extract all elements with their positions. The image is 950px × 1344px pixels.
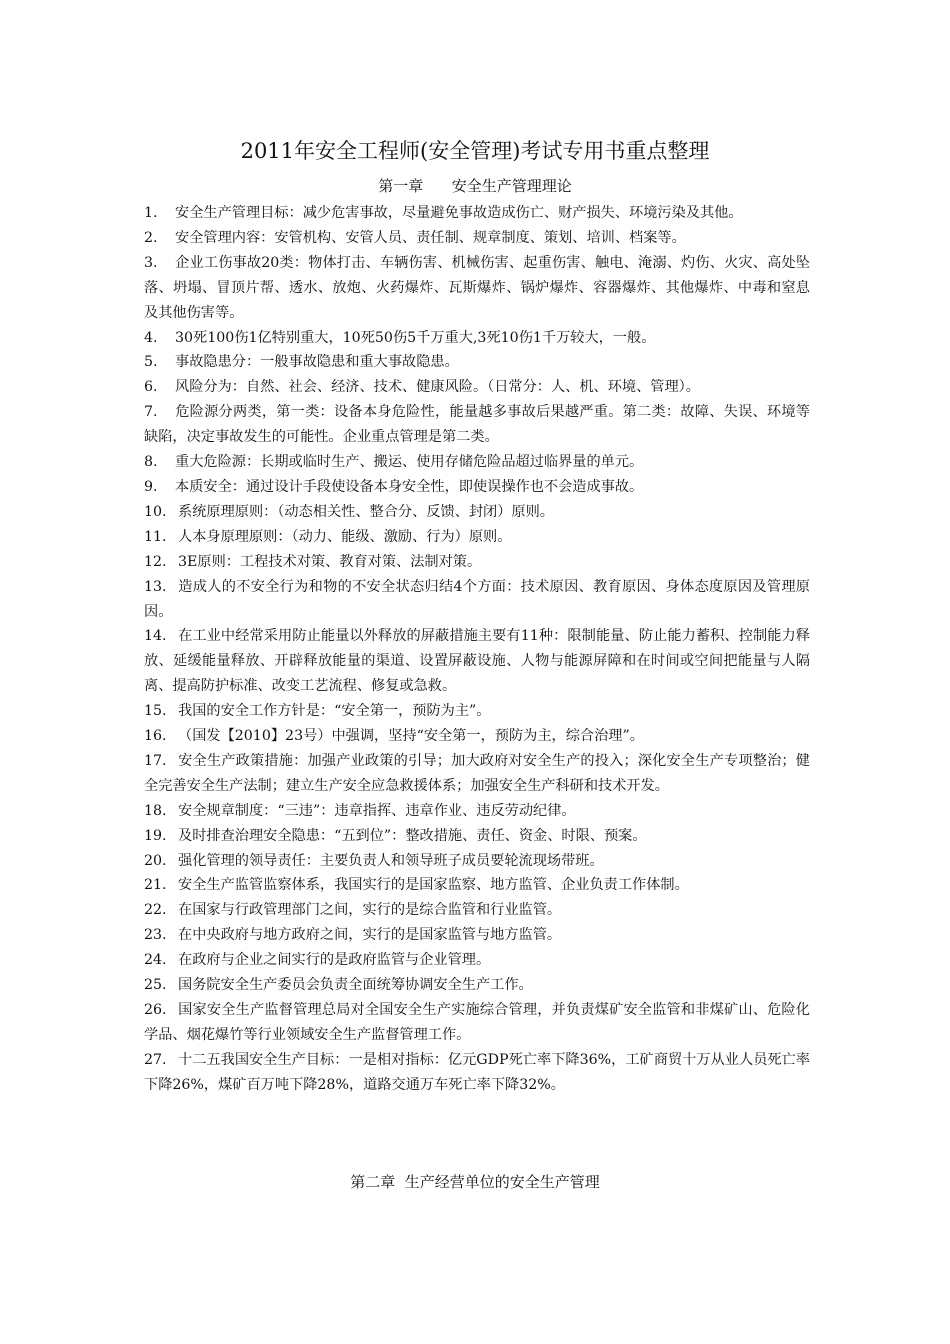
list-item bbox=[144, 251, 810, 326]
item-number: 2. bbox=[144, 229, 158, 246]
list-item bbox=[144, 450, 810, 475]
list-item bbox=[144, 799, 810, 824]
item-number: 24. bbox=[144, 952, 167, 969]
item-number: 18. bbox=[144, 802, 167, 819]
item-number: 20. bbox=[144, 852, 167, 869]
list-item bbox=[144, 849, 810, 874]
item-number: 17. bbox=[144, 752, 167, 769]
item-number: 15. bbox=[144, 703, 167, 720]
item-text: 在政府与企业之间实行的是政府监管与企业管理。 bbox=[178, 952, 491, 969]
list-item bbox=[144, 749, 810, 799]
item-number: 12. bbox=[144, 553, 167, 570]
document-title: 2011年安全工程师(安全管理)考试专用书重点整理 bbox=[240, 139, 710, 163]
item-number: 7. bbox=[144, 404, 158, 421]
item-text: 国家安全生产监督管理总局对全国安全生产实施综合管理，并负责煤矿安全监管和非煤矿山、危险化学品、烟花爆竹等行业领域安全生产监督管理工作。 bbox=[144, 1002, 810, 1043]
item-text: 十二五我国安全生产目标：一是相对指标：亿元GDP死亡率下降36%，工矿商贸十万从业人员死亡率下降26%，煤矿百万吨下降28%，道路交通万车死亡率下降32%。 bbox=[144, 1051, 810, 1093]
item-number: 26. bbox=[144, 1002, 167, 1018]
item-number: 3. bbox=[144, 254, 158, 271]
item-number: 25. bbox=[144, 977, 167, 994]
item-text: 本质安全：通过设计手段使设备本身安全性，即使误操作也不会造成事故。 bbox=[175, 478, 644, 495]
item-text: 强化管理的领导责任：主要负责人和领导班子成员要轮流现场带班。 bbox=[178, 852, 604, 869]
item-number: 19. bbox=[144, 827, 167, 844]
item-text: 造成人的不安全行为和物的不安全状态归结4个方面：技术原因、教育原因、身体态度原因及管理原因。 bbox=[144, 578, 810, 620]
key-points-list bbox=[144, 201, 810, 1098]
item-text: 在中央政府与地方政府之间，实行的是国家监管与地方监管。 bbox=[178, 927, 562, 944]
chapter-2-heading: 第二章 生产经营单位的安全生产管理 bbox=[350, 1173, 600, 1191]
item-number: 9. bbox=[144, 478, 158, 495]
item-number: 14. bbox=[144, 628, 167, 645]
item-number: 8. bbox=[144, 454, 158, 471]
item-text: 安全生产政策措施：加强产业政策的引导；加大政府对安全生产的投入；深化安全生产专项整治；健全完善安全生产法制；建立生产安全应急救援体系；加强安全生产科研和技术开发。 bbox=[144, 752, 810, 794]
item-text: 在工业中经常采用防止能量以外释放的屏蔽措施主要有11种：限制能量、防止能力蓄积、控制能力释放、延缓能量释放、开辟释放能量的渠道、设置屏蔽设施、人物与能源屏障和在时间或空间把能量与人隔离、提高防护标准、改变工艺流程、修复或急救。 bbox=[144, 628, 810, 695]
list-item bbox=[144, 973, 810, 998]
list-item bbox=[144, 201, 810, 226]
item-number: 23. bbox=[144, 927, 167, 944]
item-text: 风险分为：自然、社会、经济、技术、健康风险。（日常分：人、机、环境、管理）。 bbox=[175, 379, 700, 396]
list-item bbox=[144, 873, 810, 898]
list-item bbox=[144, 824, 810, 849]
item-text: 及时排查治理安全隐患：“五到位”：整改措施、责任、资金、时限、预案。 bbox=[178, 827, 647, 844]
item-text: 我国的安全工作方针是：“安全第一，预防为主”。 bbox=[178, 703, 491, 720]
item-text: 事故隐患分：一般事故隐患和重大事故隐患。 bbox=[175, 354, 459, 371]
list-item bbox=[144, 375, 810, 400]
item-number: 6. bbox=[144, 379, 158, 396]
item-text: 企业工伤事故20类：物体打击、车辆伤害、机械伤害、起重伤害、触电、淹溺、灼伤、火灾、高处坠落、坍塌、冒顶片帮、透水、放炮、火药爆炸、瓦斯爆炸、锅炉爆炸、容器爆炸、其他爆炸、中毒和窒息及其他伤害等。 bbox=[144, 254, 810, 321]
item-number: 27. bbox=[144, 1051, 167, 1068]
list-item bbox=[144, 1048, 810, 1098]
chapter-1-heading: 第一章 安全生产管理理论 bbox=[378, 177, 572, 195]
item-number: 21. bbox=[144, 877, 167, 894]
list-item bbox=[144, 724, 810, 749]
list-item bbox=[144, 400, 810, 450]
list-item bbox=[144, 699, 810, 724]
item-text: 安全规章制度：“三违”：违章指挥、违章作业、违反劳动纪律。 bbox=[178, 802, 576, 819]
item-text: 国务院安全生产委员会负责全面统筹协调安全生产工作。 bbox=[178, 977, 533, 994]
item-number: 4. bbox=[144, 329, 158, 346]
list-item bbox=[144, 998, 810, 1048]
item-text: 30死100伤1亿特别重大，10死50伤5千万重大,3死10伤1千万较大，一般。 bbox=[175, 329, 656, 346]
item-text: 危险源分两类，第一类：设备本身危险性，能量越多事故后果越严重。第二类：故障、失误、环境等缺陷，决定事故发生的可能性。企业重点管理是第二类。 bbox=[144, 404, 810, 446]
item-text: 系统原理原则：（动态相关性、整合分、反馈、封闭）原则。 bbox=[178, 503, 554, 520]
list-item bbox=[144, 624, 810, 699]
list-item bbox=[144, 525, 810, 550]
item-number: 1. bbox=[144, 205, 158, 221]
item-number: 5. bbox=[144, 354, 158, 371]
item-number: 16. bbox=[144, 728, 167, 745]
item-text: 安全生产监管监察体系，我国实行的是国家监察、地方监管、企业负责工作体制。 bbox=[178, 877, 689, 894]
item-text: 安全生产管理目标：减少危害事故，尽量避免事故造成伤亡、财产损失、环境污染及其他。 bbox=[175, 205, 743, 221]
list-item bbox=[144, 575, 810, 625]
item-text: 在国家与行政管理部门之间，实行的是综合监管和行业监管。 bbox=[178, 902, 562, 919]
item-number: 13. bbox=[144, 578, 167, 595]
item-number: 11. bbox=[144, 528, 167, 545]
list-item bbox=[144, 500, 810, 525]
list-item bbox=[144, 475, 810, 500]
item-text: 人本身原理原则：（动力、能级、激励、行为）原则。 bbox=[178, 528, 512, 545]
item-text: （国发【2010】23号）中强调，坚持“安全第一，预防为主，综合治理”。 bbox=[178, 728, 644, 745]
list-item bbox=[144, 923, 810, 948]
list-item bbox=[144, 550, 810, 575]
list-item bbox=[144, 226, 810, 251]
list-item bbox=[144, 326, 810, 351]
list-item bbox=[144, 948, 810, 973]
item-text: 重大危险源：长期或临时生产、搬运、使用存储危险品超过临界量的单元。 bbox=[175, 454, 644, 471]
item-text: 3E原则：工程技术对策、教育对策、法制对策。 bbox=[178, 553, 482, 570]
item-number: 22. bbox=[144, 902, 167, 919]
list-item bbox=[144, 350, 810, 375]
item-text: 安全管理内容：安管机构、安管人员、责任制、规章制度、策划、培训、档案等。 bbox=[175, 229, 686, 246]
list-item bbox=[144, 898, 810, 923]
item-number: 10. bbox=[144, 503, 167, 520]
